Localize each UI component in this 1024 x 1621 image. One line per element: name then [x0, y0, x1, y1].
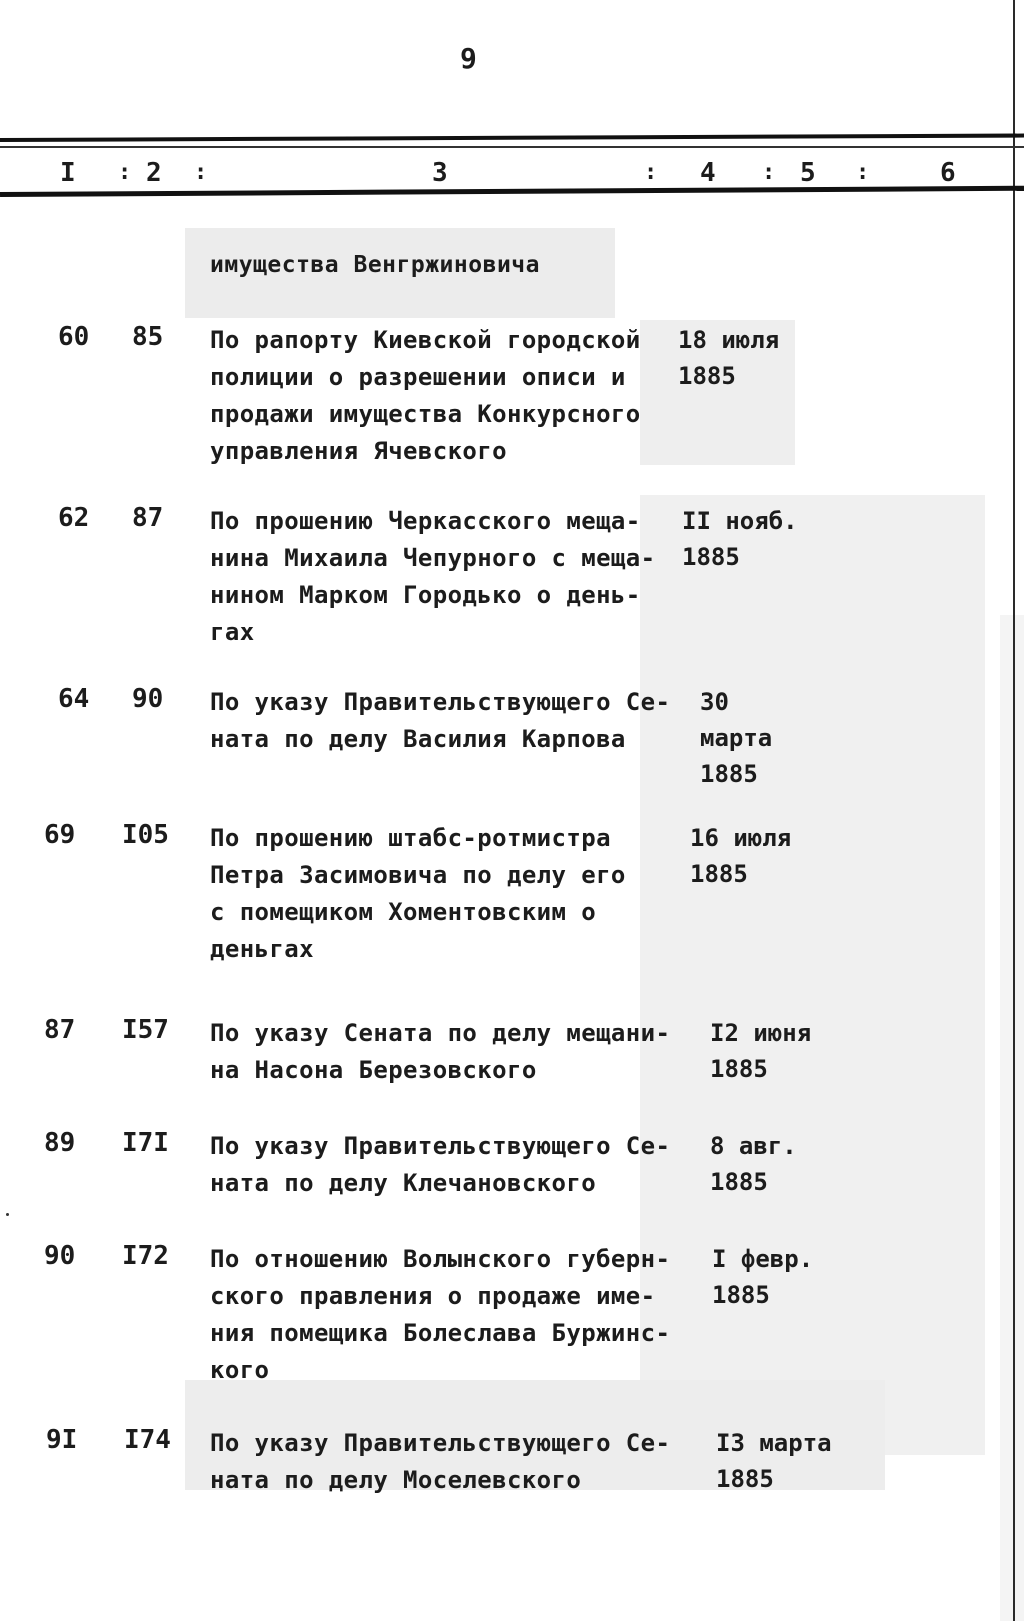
record-number: 60 [58, 322, 90, 352]
date-line: 18 июля [678, 326, 780, 354]
date-line: 1885 [700, 760, 758, 788]
column-separator: : [194, 160, 208, 185]
title-line: По рапорту Киевской городской [210, 326, 641, 354]
title-line: гах [210, 618, 255, 646]
column-header-5: 5 [800, 158, 816, 188]
record-date [678, 322, 779, 394]
title-line: нином Марком Городько о день- [210, 581, 641, 609]
date-line: 8 авг. [710, 1132, 797, 1160]
record-title [210, 1241, 670, 1389]
date-line: 1885 [678, 362, 736, 390]
scan-shading [1000, 615, 1024, 1621]
column-separator: : [856, 160, 870, 185]
column-separator: : [118, 160, 132, 185]
record-date [712, 1241, 813, 1313]
title-line: По отношению Волынского губерн- [210, 1245, 671, 1273]
title-line: По прошению Черкасского меща- [210, 507, 641, 535]
title-line: ната по делу Василия Карпова [210, 725, 626, 753]
title-line: По указу Правительствующего Се- [210, 1132, 671, 1160]
record-number: 69 [44, 820, 76, 850]
title-line: ния помещика Болеслава Буржинс- [210, 1319, 671, 1347]
record-title [210, 322, 670, 470]
header-rule-top [0, 134, 1024, 142]
date-line: I февр. [712, 1245, 814, 1273]
date-line: 1885 [710, 1168, 768, 1196]
title-line: ского правления о продаже име- [210, 1282, 656, 1310]
record-date [710, 1128, 797, 1200]
file-number: 85 [132, 322, 164, 352]
record-date [716, 1425, 832, 1497]
page-edge-line [1013, 0, 1015, 1621]
date-line: II нояб. [682, 507, 798, 535]
column-header-4: 4 [700, 158, 716, 188]
record-title [210, 684, 670, 758]
column-header-3: 3 [432, 158, 448, 188]
column-header-2: 2 [146, 158, 162, 188]
record-number: 62 [58, 503, 90, 533]
record-date [710, 1015, 811, 1087]
continued-entry-text: имущества Венгржиновича [210, 252, 540, 278]
title-line: ната по делу Клечановского [210, 1169, 597, 1197]
record-title [210, 1015, 670, 1089]
date-line: 1885 [690, 860, 748, 888]
date-line: 1885 [716, 1465, 774, 1493]
title-line: полиции о разрешении описи и [210, 363, 626, 391]
record-number: 9I [46, 1425, 78, 1455]
title-line: нина Михаила Чепурного с меща- [210, 544, 656, 572]
scan-speck [6, 1213, 9, 1216]
date-line: I3 марта [716, 1429, 832, 1457]
date-line: 1885 [712, 1281, 770, 1309]
title-line: ната по делу Моселевского [210, 1466, 582, 1494]
date-line: 1885 [710, 1055, 768, 1083]
column-separator: : [762, 160, 776, 185]
date-line: марта [700, 724, 773, 752]
file-number: I05 [122, 820, 169, 850]
record-date [700, 684, 772, 792]
file-number: I7I [122, 1128, 169, 1158]
date-line: 1885 [682, 543, 740, 571]
page-number: 9 [460, 42, 477, 75]
title-line: По указу Правительствующего Се- [210, 688, 671, 716]
record-title [210, 820, 670, 968]
file-number: 87 [132, 503, 164, 533]
record-number: 87 [44, 1015, 76, 1045]
title-line: По указу Правительствующего Се- [210, 1429, 671, 1457]
column-header-1: I [60, 158, 76, 188]
date-line: 16 июля [690, 824, 792, 852]
title-line: управления Ячевского [210, 437, 507, 465]
file-number: 90 [132, 684, 164, 714]
title-line: По указу Сената по делу мещани- [210, 1019, 671, 1047]
date-line: 30 [700, 688, 729, 716]
file-number: I72 [122, 1241, 169, 1271]
header-rule-top-inner [0, 146, 1024, 148]
title-line: с помещиком Хоментовским о [210, 898, 597, 926]
title-line: продажи имущества Конкурсного [210, 400, 641, 428]
title-line: на Насона Березовского [210, 1056, 537, 1084]
file-number: I74 [124, 1425, 171, 1455]
column-header-6: 6 [940, 158, 956, 188]
title-line: деньгах [210, 935, 314, 963]
file-number: I57 [122, 1015, 169, 1045]
record-date [682, 503, 798, 575]
record-number: 64 [58, 684, 90, 714]
record-title [210, 1128, 670, 1202]
record-number: 89 [44, 1128, 76, 1158]
date-line: I2 июня [710, 1019, 812, 1047]
record-title [210, 1425, 670, 1499]
column-separator: : [644, 160, 658, 185]
title-line: кого [210, 1356, 270, 1384]
title-line: По прошению штабс-ротмистра [210, 824, 611, 852]
record-title [210, 503, 670, 651]
title-line: Петра Засимовича по делу его [210, 861, 626, 889]
record-date [690, 820, 791, 892]
record-number: 90 [44, 1241, 76, 1271]
